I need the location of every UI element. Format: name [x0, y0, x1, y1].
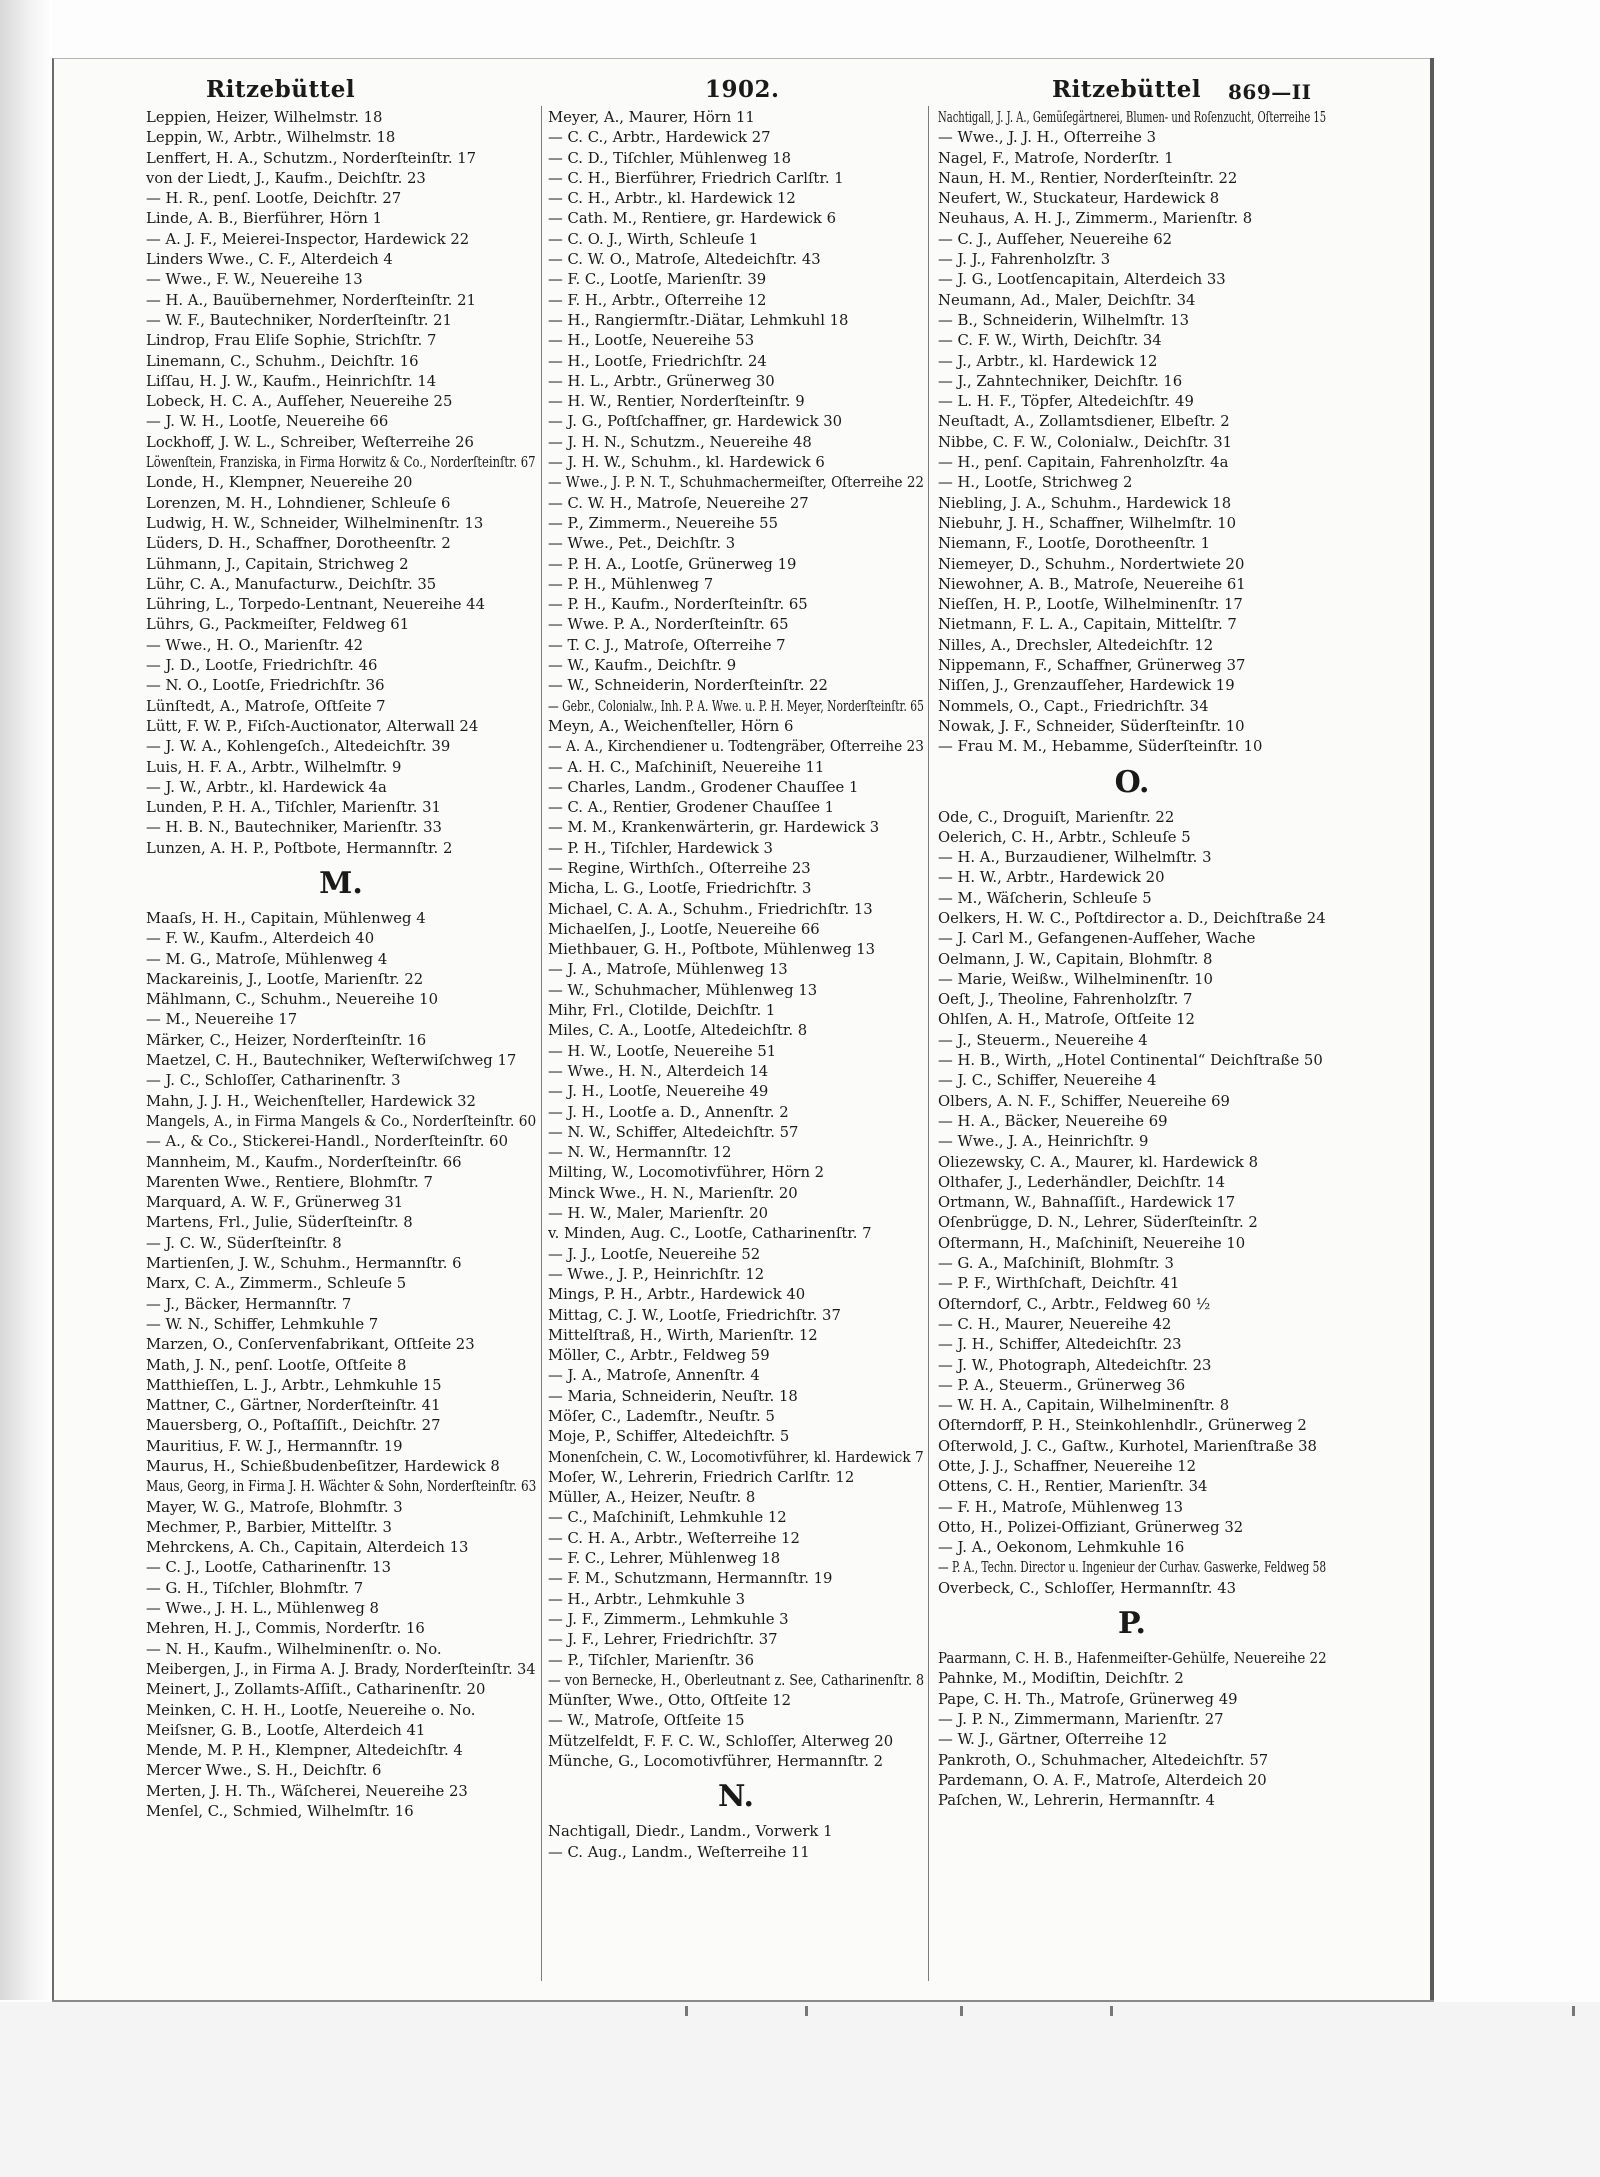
directory-entry: — T. C. J., Matroſe, Oſterreihe 7: [548, 636, 786, 654]
directory-entry: — P. H., Mühlenweg 7: [548, 575, 714, 593]
directory-entry: — J. C. W., Süderſteinſtr. 8: [146, 1234, 342, 1252]
directory-entry: Math, J. N., penſ. Lootſe, Oſtſeite 8: [146, 1356, 407, 1374]
directory-entry: — N. W., Schiffer, Altedeichſtr. 57: [548, 1123, 799, 1141]
directory-entry: Nowak, J. F., Schneider, Süderſteinſtr. 10: [938, 717, 1245, 735]
directory-entry: — P. A., Techn. Director u. Ingenieur der Curhav. Gaswerke, Feldweg 58: [938, 1559, 1327, 1577]
directory-entry: Meinken, C. H. H., Lootſe, Neuereihe o. No.: [146, 1701, 476, 1719]
directory-entry: — Gebr., Colonialw., Inh. P. A. Wwe. u. P. H. Meyer, Norderſteinſtr. 65: [548, 697, 924, 715]
directory-entry: — Frau M. M., Hebamme, Süderſteinſtr. 10: [938, 738, 1263, 756]
directory-entry: Niſſen, J., Grenzaufſeher, Hardewick 19: [938, 677, 1235, 695]
directory-entry: Ludwig, H. W., Schneider, Wilhelminenſtr. 13: [146, 514, 484, 532]
directory-entry: Minck Wwe., H. N., Marienſtr. 20: [548, 1184, 798, 1202]
directory-entry: Neumann, Ad., Maler, Deichſtr. 34: [938, 291, 1196, 309]
directory-entry: Milting, W., Locomotivführer, Hörn 2: [548, 1164, 825, 1182]
section-letter: O.: [1114, 764, 1150, 800]
directory-entry: Möller, C., Arbtr., Feldweg 59: [548, 1347, 770, 1365]
directory-entry: — J. C., Schloſſer, Catharinenſtr. 3: [146, 1072, 401, 1090]
column-left: [146, 108, 536, 1822]
directory-entry: Nietmann, F. L. A., Capitain, Mittelſtr. 7: [938, 616, 1237, 634]
directory-entry: — J. H., Lootſe a. D., Annenſtr. 2: [548, 1103, 789, 1121]
directory-entry: Mattner, C., Gärtner, Norderſteinſtr. 41: [146, 1397, 441, 1415]
directory-entry: Olthafer, J., Lederhändler, Deichſtr. 14: [938, 1173, 1225, 1191]
directory-entry: — F. H., Matroſe, Mühlenweg 13: [938, 1498, 1184, 1516]
directory-entry: — C. H., Bierführer, Friedrich Carlſtr. 1: [548, 169, 844, 187]
directory-entry: — W., Schneiderin, Norderſteinſtr. 22: [548, 677, 828, 695]
directory-entry: — J., Zahntechniker, Deichſtr. 16: [938, 372, 1183, 390]
directory-entry: — M., Neuereihe 17: [146, 1011, 298, 1029]
directory-entry: Mützelfeldt, F. F. C. W., Schloſſer, Alterweg 20: [548, 1732, 894, 1750]
directory-entry: Mende, M. P. H., Klempner, Altedeichſtr. 4: [146, 1742, 463, 1760]
directory-entry: — W., Schuhmacher, Mühlenweg 13: [548, 981, 818, 999]
directory-entry: — J. H. W., Schuhm., kl. Hardewick 6: [548, 454, 825, 472]
directory-entry: Lühmann, J., Capitain, Strichweg 2: [146, 555, 409, 573]
directory-entry: — C., Maſchiniſt, Lehmkuhle 12: [548, 1509, 787, 1527]
directory-entry: — F. M., Schutzmann, Hermannſtr. 19: [548, 1570, 833, 1588]
directory-entry: — M. M., Krankenwärterin, gr. Hardewick 3: [548, 819, 880, 837]
directory-entry: Liſſau, H. J. W., Kaufm., Heinrichſtr. 14: [146, 372, 437, 390]
directory-entry: Lockhoff, J. W. L., Schreiber, Weſterreihe 26: [146, 433, 474, 451]
directory-entry: Pankroth, O., Schuhmacher, Altedeichſtr. 57: [938, 1751, 1269, 1769]
directory-entry: Lobeck, H. C. A., Aufſeher, Neuereihe 25: [146, 393, 453, 411]
directory-entry: Maaſs, H. H., Capitain, Mühlenweg 4: [146, 909, 426, 927]
directory-entry: Möſer, C., Lademſtr., Neuſtr. 5: [548, 1408, 775, 1425]
directory-entry: — P. H., Tiſchler, Hardewick 3: [548, 839, 773, 857]
directory-entry: Nachtigall, J. J. A., Gemüſegärtnerei, Blumen- und Roſenzucht, Oſterreihe 15: [938, 109, 1327, 126]
directory-entry: — H. W., Maler, Marienſtr. 20: [548, 1205, 769, 1223]
directory-entry: — A., & Co., Stickerei-Handl., Norderſteinſtr. 60: [146, 1133, 508, 1151]
section-letter: P.: [1117, 1606, 1147, 1642]
directory-entry: — Wwe., Pet., Deichſtr. 3: [548, 535, 736, 553]
directory-entry: Mercer Wwe., S. H., Deichſtr. 6: [146, 1762, 382, 1780]
directory-entry: Mittelſtraß, H., Wirth, Marienſtr. 12: [548, 1326, 818, 1344]
directory-entry: — J. C., Schiffer, Neuereihe 4: [938, 1072, 1157, 1090]
directory-entry: — J. Carl M., Gefangenen-Aufſeher, Wache: [938, 930, 1256, 948]
directory-entry: — A. J. F., Meierei-Inspector, Hardewick 22: [146, 230, 470, 248]
directory-entry: — W. J., Gärtner, Oſterreihe 12: [938, 1731, 1167, 1749]
directory-entry: Pahnke, M., Modiſtin, Deichſtr. 2: [938, 1670, 1184, 1688]
directory-entry: Niebling, J. A., Schuhm., Hardewick 18: [938, 494, 1232, 512]
directory-entry: v. Minden, Aug. C., Lootſe, Catharinenſtr. 7: [548, 1225, 872, 1243]
directory-entry: Micha, L. G., Lootſe, Friedrichſtr. 3: [548, 880, 812, 898]
directory-entry: — J. H. N., Schutzm., Neuereihe 48: [548, 433, 812, 451]
directory-entry: — L. H. F., Töpfer, Altedeichſtr. 49: [938, 393, 1194, 411]
directory-entry: Oelerich, C. H., Arbtr., Schleuſe 5: [938, 828, 1191, 846]
directory-entry: — H. R., penſ. Lootſe, Deichſtr. 27: [146, 190, 402, 208]
column-middle: [548, 108, 924, 1863]
directory-entry: Mechmer, P., Barbier, Mittelſtr. 3: [146, 1518, 392, 1536]
directory-entry: Oſterndorff, P. H., Steinkohlenhdlr., Grünerweg 2: [938, 1417, 1307, 1435]
directory-entry: — C. J., Aufſeher, Neuereihe 62: [938, 230, 1173, 248]
directory-entry: Münche, G., Locomotivführer, Hermannſtr. 2: [548, 1753, 884, 1771]
directory-entry: — Regine, Wirthſch., Oſterreihe 23: [548, 859, 811, 877]
directory-entry: Lünſtedt, A., Matroſe, Oſtſeite 7: [146, 697, 386, 715]
directory-entry: Marzen, O., Conſervenfabrikant, Oſtſeite 23: [146, 1336, 475, 1354]
directory-entry: Lührs, G., Packmeiſter, Feldweg 61: [146, 616, 410, 634]
directory-entry: — F. C., Lehrer, Mühlenweg 18: [548, 1550, 781, 1568]
directory-entry: — J., Bäcker, Hermannſtr. 7: [146, 1295, 352, 1313]
directory-entry: Paſchen, W., Lehrerin, Hermannſtr. 4: [938, 1792, 1215, 1810]
directory-entry: — J. J., Lootſe, Neuereihe 52: [548, 1245, 761, 1263]
directory-entry: — P. H. A., Lootſe, Grünerweg 19: [548, 555, 797, 573]
directory-entry: Niewohner, A. B., Matroſe, Neuereihe 61: [938, 575, 1246, 593]
directory-entry: — C. A., Rentier, Grodener Chauſſee 1: [548, 799, 835, 817]
directory-entry: Nippemann, F., Schaffner, Grünerweg 37: [938, 657, 1246, 675]
directory-entry: — H. W., Lootſe, Neuereihe 51: [548, 1042, 777, 1060]
directory-entry: — P. A., Steuerm., Grünerweg 36: [938, 1376, 1186, 1394]
directory-entry: Marquard, A. W. F., Grünerweg 31: [146, 1194, 404, 1212]
directory-entry: — J. G., Lootſencapitain, Alterdeich 33: [938, 271, 1226, 289]
directory-entry: Niemeyer, D., Schuhm., Nordertwiete 20: [938, 555, 1245, 573]
directory-entry: — H., Arbtr., Lehmkuhle 3: [548, 1590, 746, 1608]
directory-entry: Londe, H., Klempner, Neuereihe 20: [146, 474, 413, 492]
directory-entry: Moje, P., Schiffer, Altedeichſtr. 5: [548, 1428, 790, 1446]
directory-entry: Nilles, A., Drechsler, Altedeichſtr. 12: [938, 636, 1214, 654]
directory-entry: Münſter, Wwe., Otto, Oſtſeite 12: [548, 1692, 792, 1710]
directory-entry: Lenffert, H. A., Schutzm., Norderſteinſtr. 17: [146, 149, 477, 167]
directory-entry: — N. W., Hermannſtr. 12: [548, 1144, 732, 1162]
directory-entry: Paarmann, C. H. B., Hafenmeiſter-Gehülfe, Neuereihe 22: [938, 1650, 1327, 1668]
directory-entry: Linemann, C., Schuhm., Deichſtr. 16: [146, 352, 419, 370]
directory-entry: — C. O. J., Wirth, Schleuſe 1: [548, 230, 759, 248]
directory-entry: Neufert, W., Stuckateur, Hardewick 8: [938, 190, 1220, 208]
directory-entry: — H. A., Bäcker, Neuereihe 69: [938, 1112, 1168, 1130]
directory-entry: — A. H. C., Maſchiniſt, Neuereihe 11: [548, 758, 825, 776]
directory-entry: Neuſtadt, A., Zollamtsdiener, Elbeſtr. 2: [938, 413, 1230, 431]
directory-entry: Müller, A., Heizer, Neuſtr. 8: [548, 1489, 756, 1507]
header-year: 1902.: [705, 76, 780, 103]
directory-entry: — W., Kaufm., Deichſtr. 9: [548, 657, 737, 675]
directory-entry: — C. D., Tiſchler, Mühlenweg 18: [548, 149, 792, 167]
directory-entry: — J., Arbtr., kl. Hardewick 12: [938, 352, 1158, 370]
directory-entry: — M. G., Matroſe, Mühlenweg 4: [146, 950, 388, 968]
directory-entry: — J. W., Arbtr., kl. Hardewick 4a: [146, 778, 387, 796]
directory-entry: Meyn, A., Weichenſteller, Hörn 6: [548, 717, 794, 735]
directory-entry: Lütt, F. W. P., Fiſch-Auctionator, Alterwall 24: [146, 717, 479, 735]
directory-entry: Miethbauer, G. H., Poſtbote, Mühlenweg 13: [548, 941, 876, 959]
directory-entry: — J. H., Lootſe, Neuereihe 49: [548, 1083, 769, 1101]
directory-entry: Mings, P. H., Arbtr., Hardewick 40: [548, 1286, 806, 1304]
directory-entry: Nachtigall, Diedr., Landm., Vorwerk 1: [548, 1823, 833, 1841]
directory-entry: Lüders, D. H., Schaffner, Dorotheenſtr. 2: [146, 535, 451, 553]
directory-entry: — C. J., Lootſe, Catharinenſtr. 13: [146, 1559, 391, 1577]
directory-entry: Mählmann, C., Schuhm., Neuereihe 10: [146, 991, 438, 1009]
directory-entry: Niebuhr, J. H., Schaffner, Wilhelmſtr. 10: [938, 514, 1237, 532]
directory-entry: — Wwe., J. J. H., Oſterreihe 3: [938, 129, 1156, 147]
directory-entry: Olbers, A. N. F., Schiffer, Neuereihe 69: [938, 1092, 1230, 1110]
directory-entry: Matthieſſen, L. J., Arbtr., Lehmkuhle 15: [146, 1376, 442, 1394]
directory-entry: Monenſchein, C. W., Locomotivführer, kl. Hardewick 7: [548, 1448, 924, 1466]
column-right: [938, 108, 1326, 1811]
directory-entry: — F. C., Lootſe, Marienſtr. 39: [548, 271, 767, 289]
directory-entry: Linders Wwe., C. F., Alterdeich 4: [146, 251, 393, 269]
directory-entry: Marx, C. A., Zimmerm., Schleuſe 5: [146, 1275, 407, 1293]
directory-entry: Pape, C. H. Th., Matroſe, Grünerweg 49: [938, 1690, 1238, 1708]
directory-entry: Merten, J. H. Th., Wäſcherei, Neuereihe 23: [146, 1782, 468, 1800]
scanner-bottom-margin: [0, 2002, 1600, 2177]
directory-entry: Maurus, H., Schießbudenbeſitzer, Hardewick 8: [146, 1458, 500, 1475]
directory-entry: — C. Aug., Landm., Weſterreihe 11: [548, 1843, 810, 1861]
directory-entry: Oſterndorf, C., Arbtr., Feldweg 60 ½: [938, 1295, 1211, 1313]
column-rule-1: [541, 106, 542, 1981]
directory-entry: — H. W., Arbtr., Hardewick 20: [938, 869, 1165, 887]
directory-entry: — M., Wäſcherin, Schleuſe 5: [938, 889, 1152, 907]
directory-entry: Löwenſtein, Franziska, in Firma Horwitz & Co., Norderſteinſtr. 67: [146, 454, 536, 472]
directory-entry: Michaelſen, J., Lootſe, Neuereihe 66: [548, 920, 820, 938]
directory-entry: Oelkers, H. W. C., Poſtdirector a. D., Deichſtraße 24: [938, 909, 1326, 927]
directory-entry: — P. F., Wirthſchaft, Deichſtr. 41: [938, 1275, 1180, 1293]
directory-entry: Otto, H., Polizei-Offiziant, Grünerweg 32: [938, 1518, 1244, 1536]
directory-entry: — J. W., Photograph, Altedeichſtr. 23: [938, 1356, 1212, 1374]
directory-entry: Mackareinis, J., Lootſe, Marienſtr. 22: [146, 970, 424, 988]
scanner-left-margin: [0, 0, 52, 2000]
directory-entry: Mihr, Frl., Clotilde, Deichſtr. 1: [548, 1002, 776, 1020]
directory-entry: Oſtermann, H., Maſchiniſt, Neuereihe 10: [938, 1234, 1246, 1252]
directory-entry: — H., Lootſe, Friedrichſtr. 24: [548, 352, 767, 370]
directory-entry: Mannheim, M., Kaufm., Norderſteinſtr. 66: [146, 1153, 462, 1171]
directory-entry: — H. B., Wirth, „Hotel Continental“ Deichſtraße 50: [938, 1052, 1323, 1070]
directory-entry: Lunden, P. H. A., Tiſchler, Marienſtr. 31: [146, 799, 441, 817]
directory-entry: Martens, Frl., Julie, Süderſteinſtr. 8: [146, 1214, 413, 1232]
directory-entry: Mauritius, F. W. J., Hermannſtr. 19: [146, 1437, 403, 1455]
directory-entry: — J., Steuerm., Neuereihe 4: [938, 1031, 1148, 1049]
directory-entry: — J. F., Zimmerm., Lehmkuhle 3: [548, 1610, 789, 1628]
directory-entry: — A. A., Kirchendiener u. Todtengräber, Oſterreihe 23: [548, 738, 924, 756]
directory-entry: — W. H. A., Capitain, Wilhelminenſtr. 8: [938, 1397, 1230, 1415]
directory-entry: Mittag, C. J. W., Lootſe, Friedrichſtr. 37: [548, 1306, 841, 1324]
directory-entry: Oelmann, J. W., Capitain, Blohmſtr. 8: [938, 950, 1213, 968]
directory-entry: Mehrckens, A. Ch., Capitain, Alterdeich 13: [146, 1539, 469, 1557]
directory-entry: — Wwe., J. P., Heinrichſtr. 12: [548, 1265, 765, 1283]
directory-entry: Mahn, J. J. H., Weichenſteller, Hardewick 32: [146, 1092, 476, 1110]
directory-entry: Märker, C., Heizer, Norderſteinſtr. 16: [146, 1031, 427, 1049]
directory-entry: — W., Matroſe, Oſtſeite 15: [548, 1712, 745, 1730]
directory-entry: — H., penſ. Capitain, Fahrenholzſtr. 4a: [938, 454, 1229, 472]
directory-entry: Meibergen, J., in Firma A. J. Brady, Norderſteinſtr. 34: [146, 1660, 536, 1678]
directory-entry: — J. A., Matroſe, Annenſtr. 4: [548, 1367, 760, 1385]
directory-entry: Lorenzen, M. H., Lohndiener, Schleuſe 6: [146, 494, 451, 512]
directory-entry: — Maria, Schneiderin, Neuſtr. 18: [548, 1387, 798, 1405]
directory-entry: — C. H., Arbtr., kl. Hardewick 12: [548, 190, 796, 208]
directory-entry: Luis, H. F. A., Arbtr., Wilhelmſtr. 9: [146, 758, 402, 776]
directory-entry: Meyer, A., Maurer, Hörn 11: [548, 109, 755, 126]
directory-entry: Martienſen, J. W., Schuhm., Hermannſtr. 6: [146, 1255, 462, 1273]
directory-entry: Oſenbrügge, D. N., Lehrer, Süderſteinſtr. 2: [938, 1214, 1258, 1232]
directory-entry: Niemann, F., Lootſe, Dorotheenſtr. 1: [938, 535, 1211, 553]
section-letter: N.: [718, 1779, 754, 1815]
section-letter: M.: [319, 865, 363, 901]
column-rule-2: [928, 106, 929, 1981]
directory-entry: Lunzen, A. H. P., Poſtbote, Hermannſtr. 2: [146, 839, 453, 857]
directory-entry: — J. D., Lootſe, Friedrichſtr. 46: [146, 657, 378, 675]
directory-entry: Overbeck, C., Schloſſer, Hermannſtr. 43: [938, 1579, 1237, 1597]
directory-entry: Maetzel, C. H., Bautechniker, Weſterwiſchweg 17: [146, 1052, 517, 1070]
directory-entry: — C. W. H., Matroſe, Neuereihe 27: [548, 494, 809, 512]
directory-entry: — Wwe., F. W., Neuereihe 13: [146, 271, 363, 289]
directory-entry: Mayer, W. G., Matroſe, Blohmſtr. 3: [146, 1498, 403, 1516]
page-right-edge: [1430, 58, 1434, 2000]
directory-entry: — W. F., Bautechniker, Norderſteinſtr. 21: [146, 311, 452, 329]
directory-entry: — Marie, Weißw., Wilhelminenſtr. 10: [938, 970, 1213, 988]
directory-entry: — H. B. N., Bautechniker, Marienſtr. 33: [146, 819, 442, 837]
directory-entry: Nagel, F., Matroſe, Norderſtr. 1: [938, 149, 1174, 167]
directory-entry: — C. F. W., Wirth, Deichſtr. 34: [938, 332, 1162, 350]
directory-entry: Miles, C. A., Lootſe, Altedeichſtr. 8: [548, 1022, 808, 1040]
directory-entry: — J. A., Matroſe, Mühlenweg 13: [548, 961, 788, 979]
directory-entry: — B., Schneiderin, Wilhelmſtr. 13: [938, 311, 1189, 329]
directory-entry: — Wwe. P. A., Norderſteinſtr. 65: [548, 616, 789, 634]
directory-entry: Meiſsner, G. B., Lootſe, Alterdeich 41: [146, 1721, 426, 1739]
directory-entry: — J. G., Poſtſchaffner, gr. Hardewick 30: [548, 413, 843, 431]
directory-entry: Maus, Georg, in Firma J. H. Wächter & Sohn, Norderſteinſtr. 63: [146, 1478, 537, 1496]
directory-entry: — P., Zimmerm., Neuereihe 55: [548, 514, 778, 532]
directory-entry: — P., Tiſchler, Marienſtr. 36: [548, 1651, 754, 1669]
directory-entry: — Cath. M., Rentiere, gr. Hardewick 6: [548, 210, 837, 228]
directory-entry: Oſterwold, J. C., Gaſtw., Kurhotel, Marienſtraße 38: [938, 1437, 1317, 1455]
directory-entry: — H., Lootſe, Strichweg 2: [938, 474, 1133, 492]
directory-entry: — H. L., Arbtr., Grünerweg 30: [548, 372, 775, 390]
directory-entry: Otte, J. J., Schaffner, Neuereihe 12: [938, 1458, 1197, 1475]
directory-entry: Neuhaus, A. H. J., Zimmerm., Marienſtr. 8: [938, 210, 1253, 228]
directory-entry: Mehren, H. J., Commis, Norderſtr. 16: [146, 1620, 425, 1638]
directory-entry: — H. A., Bauübernehmer, Norderſteinſtr. 21: [146, 291, 476, 309]
directory-entry: — C. H. A., Arbtr., Weſterreihe 12: [548, 1529, 800, 1547]
directory-entry: Leppien, Heizer, Wilhelmstr. 18: [146, 109, 383, 126]
directory-entry: Pardemann, O. A. F., Matroſe, Alterdeich 20: [938, 1771, 1267, 1789]
directory-entry: Meinert, J., Zollamts-Aſſiſt., Catharinenſtr. 20: [146, 1681, 486, 1699]
directory-entry: — J. A., Oekonom, Lehmkuhle 16: [938, 1539, 1185, 1557]
directory-entry: — H. W., Rentier, Norderſteinſtr. 9: [548, 393, 805, 411]
directory-entry: Menſel, C., Schmied, Wilhelmſtr. 16: [146, 1803, 414, 1821]
directory-entry: — G. H., Tiſchler, Blohmſtr. 7: [146, 1579, 364, 1597]
directory-entry: Marenten Wwe., Rentiere, Blohmſtr. 7: [146, 1173, 433, 1191]
directory-entry: — von Bernecke, H., Oberleutnant z. See, Catharinenſtr. 8: [548, 1671, 925, 1689]
directory-entry: — F. W., Kaufm., Alterdeich 40: [146, 930, 375, 948]
directory-entry: — J. J., Fahrenholzſtr. 3: [938, 251, 1111, 269]
directory-entry: — H., Lootſe, Neuereihe 53: [548, 332, 755, 350]
directory-entry: — J. W. H., Lootſe, Neuereihe 66: [146, 413, 389, 431]
directory-entry: Lühr, C. A., Manufacturw., Deichſtr. 35: [146, 575, 437, 593]
directory-entry: Mauersberg, O., Poſtaſſiſt., Deichſtr. 27: [146, 1417, 441, 1435]
directory-entry: — Wwe., J. P. N. T., Schuhmachermeiſter, Oſterreihe 22: [548, 474, 925, 492]
directory-entry: — H. A., Burzaudiener, Wilhelmſtr. 3: [938, 849, 1212, 867]
directory-entry: — J. P. N., Zimmermann, Marienſtr. 27: [938, 1710, 1224, 1728]
directory-entry: von der Liedt, J., Kaufm., Deichſtr. 23: [146, 169, 426, 187]
directory-entry: — G. A., Maſchiniſt, Blohmſtr. 3: [938, 1255, 1174, 1273]
directory-entry: — J. H., Schiffer, Altedeichſtr. 23: [938, 1336, 1182, 1354]
directory-entry: — Wwe., J. A., Heinrichſtr. 9: [938, 1133, 1149, 1151]
directory-entry: — Wwe., H. O., Marienſtr. 42: [146, 636, 364, 654]
directory-entry: Ottens, C. H., Rentier, Marienſtr. 34: [938, 1478, 1208, 1496]
header-left-place: Ritzebüttel: [206, 76, 356, 103]
directory-entry: Linde, A. B., Bierführer, Hörn 1: [146, 210, 382, 228]
directory-entry: — W. N., Schiffer, Lehmkuhle 7: [146, 1315, 379, 1333]
directory-entry: — Charles, Landm., Grodener Chauſſee 1: [548, 778, 859, 796]
directory-entry: — J. F., Lehrer, Friedrichſtr. 37: [548, 1631, 778, 1649]
directory-entry: — Wwe., J. H. L., Mühlenweg 8: [146, 1600, 379, 1618]
directory-entry: Oeſt, J., Theoline, Fahrenholzſtr. 7: [938, 991, 1193, 1009]
directory-entry: Moſer, W., Lehrerin, Friedrich Carlſtr. 12: [548, 1468, 855, 1486]
directory-entry: Michael, C. A. A., Schuhm., Friedrichſtr. 13: [548, 900, 873, 918]
header-page-number: 869—II: [1228, 80, 1312, 104]
directory-entry: Nieſſen, H. P., Lootſe, Wilhelminenſtr. 17: [938, 596, 1243, 614]
directory-entry: — J. W. A., Kohlengeſch., Altedeichſtr. 39: [146, 738, 451, 756]
directory-entry: Lühring, L., Torpedo-Lentnant, Neuereihe 44: [146, 596, 486, 614]
directory-entry: — C. C., Arbtr., Hardewick 27: [548, 129, 771, 147]
directory-entry: Ode, C., Droguiſt, Marienſtr. 22: [938, 808, 1175, 826]
directory-entry: Ohlſen, A. H., Matroſe, Oſtſeite 12: [938, 1011, 1195, 1029]
directory-entry: — N. H., Kaufm., Wilhelminenſtr. o. No.: [146, 1640, 442, 1658]
directory-entry: Nommels, O., Capt., Friedrichſtr. 34: [938, 697, 1209, 715]
directory-entry: — C. W. O., Matroſe, Altedeichſtr. 43: [548, 251, 821, 269]
header-right-place: Ritzebüttel: [1052, 76, 1202, 103]
directory-entry: Mangels, A., in Firma Mangels & Co., Norderſteinſtr. 60: [146, 1112, 537, 1130]
directory-entry: Nibbe, C. F. W., Colonialw., Deichſtr. 31: [938, 433, 1233, 451]
directory-entry: — N. O., Lootſe, Friedrichſtr. 36: [146, 677, 385, 695]
directory-entry: Ortmann, W., Bahnaſſiſt., Hardewick 17: [938, 1194, 1236, 1212]
directory-entry: Oliezewsky, C. A., Maurer, kl. Hardewick 8: [938, 1153, 1259, 1171]
directory-entry: — Wwe., H. N., Alterdeich 14: [548, 1062, 769, 1080]
directory-entry: Lindrop, Frau Eliſe Sophie, Strichſtr. 7: [146, 332, 437, 350]
directory-entry: — C. H., Maurer, Neuereihe 42: [938, 1315, 1172, 1333]
directory-entry: — F. H., Arbtr., Oſterreihe 12: [548, 291, 767, 309]
directory-entry: Naun, H. M., Rentier, Norderſteinſtr. 22: [938, 169, 1238, 187]
directory-entry: — P. H., Kaufm., Norderſteinſtr. 65: [548, 596, 808, 614]
directory-entry: — H., Rangiermſtr.-Diätar, Lehmkuhl 18: [548, 311, 849, 329]
directory-entry: Leppin, W., Arbtr., Wilhelmstr. 18: [146, 129, 396, 147]
